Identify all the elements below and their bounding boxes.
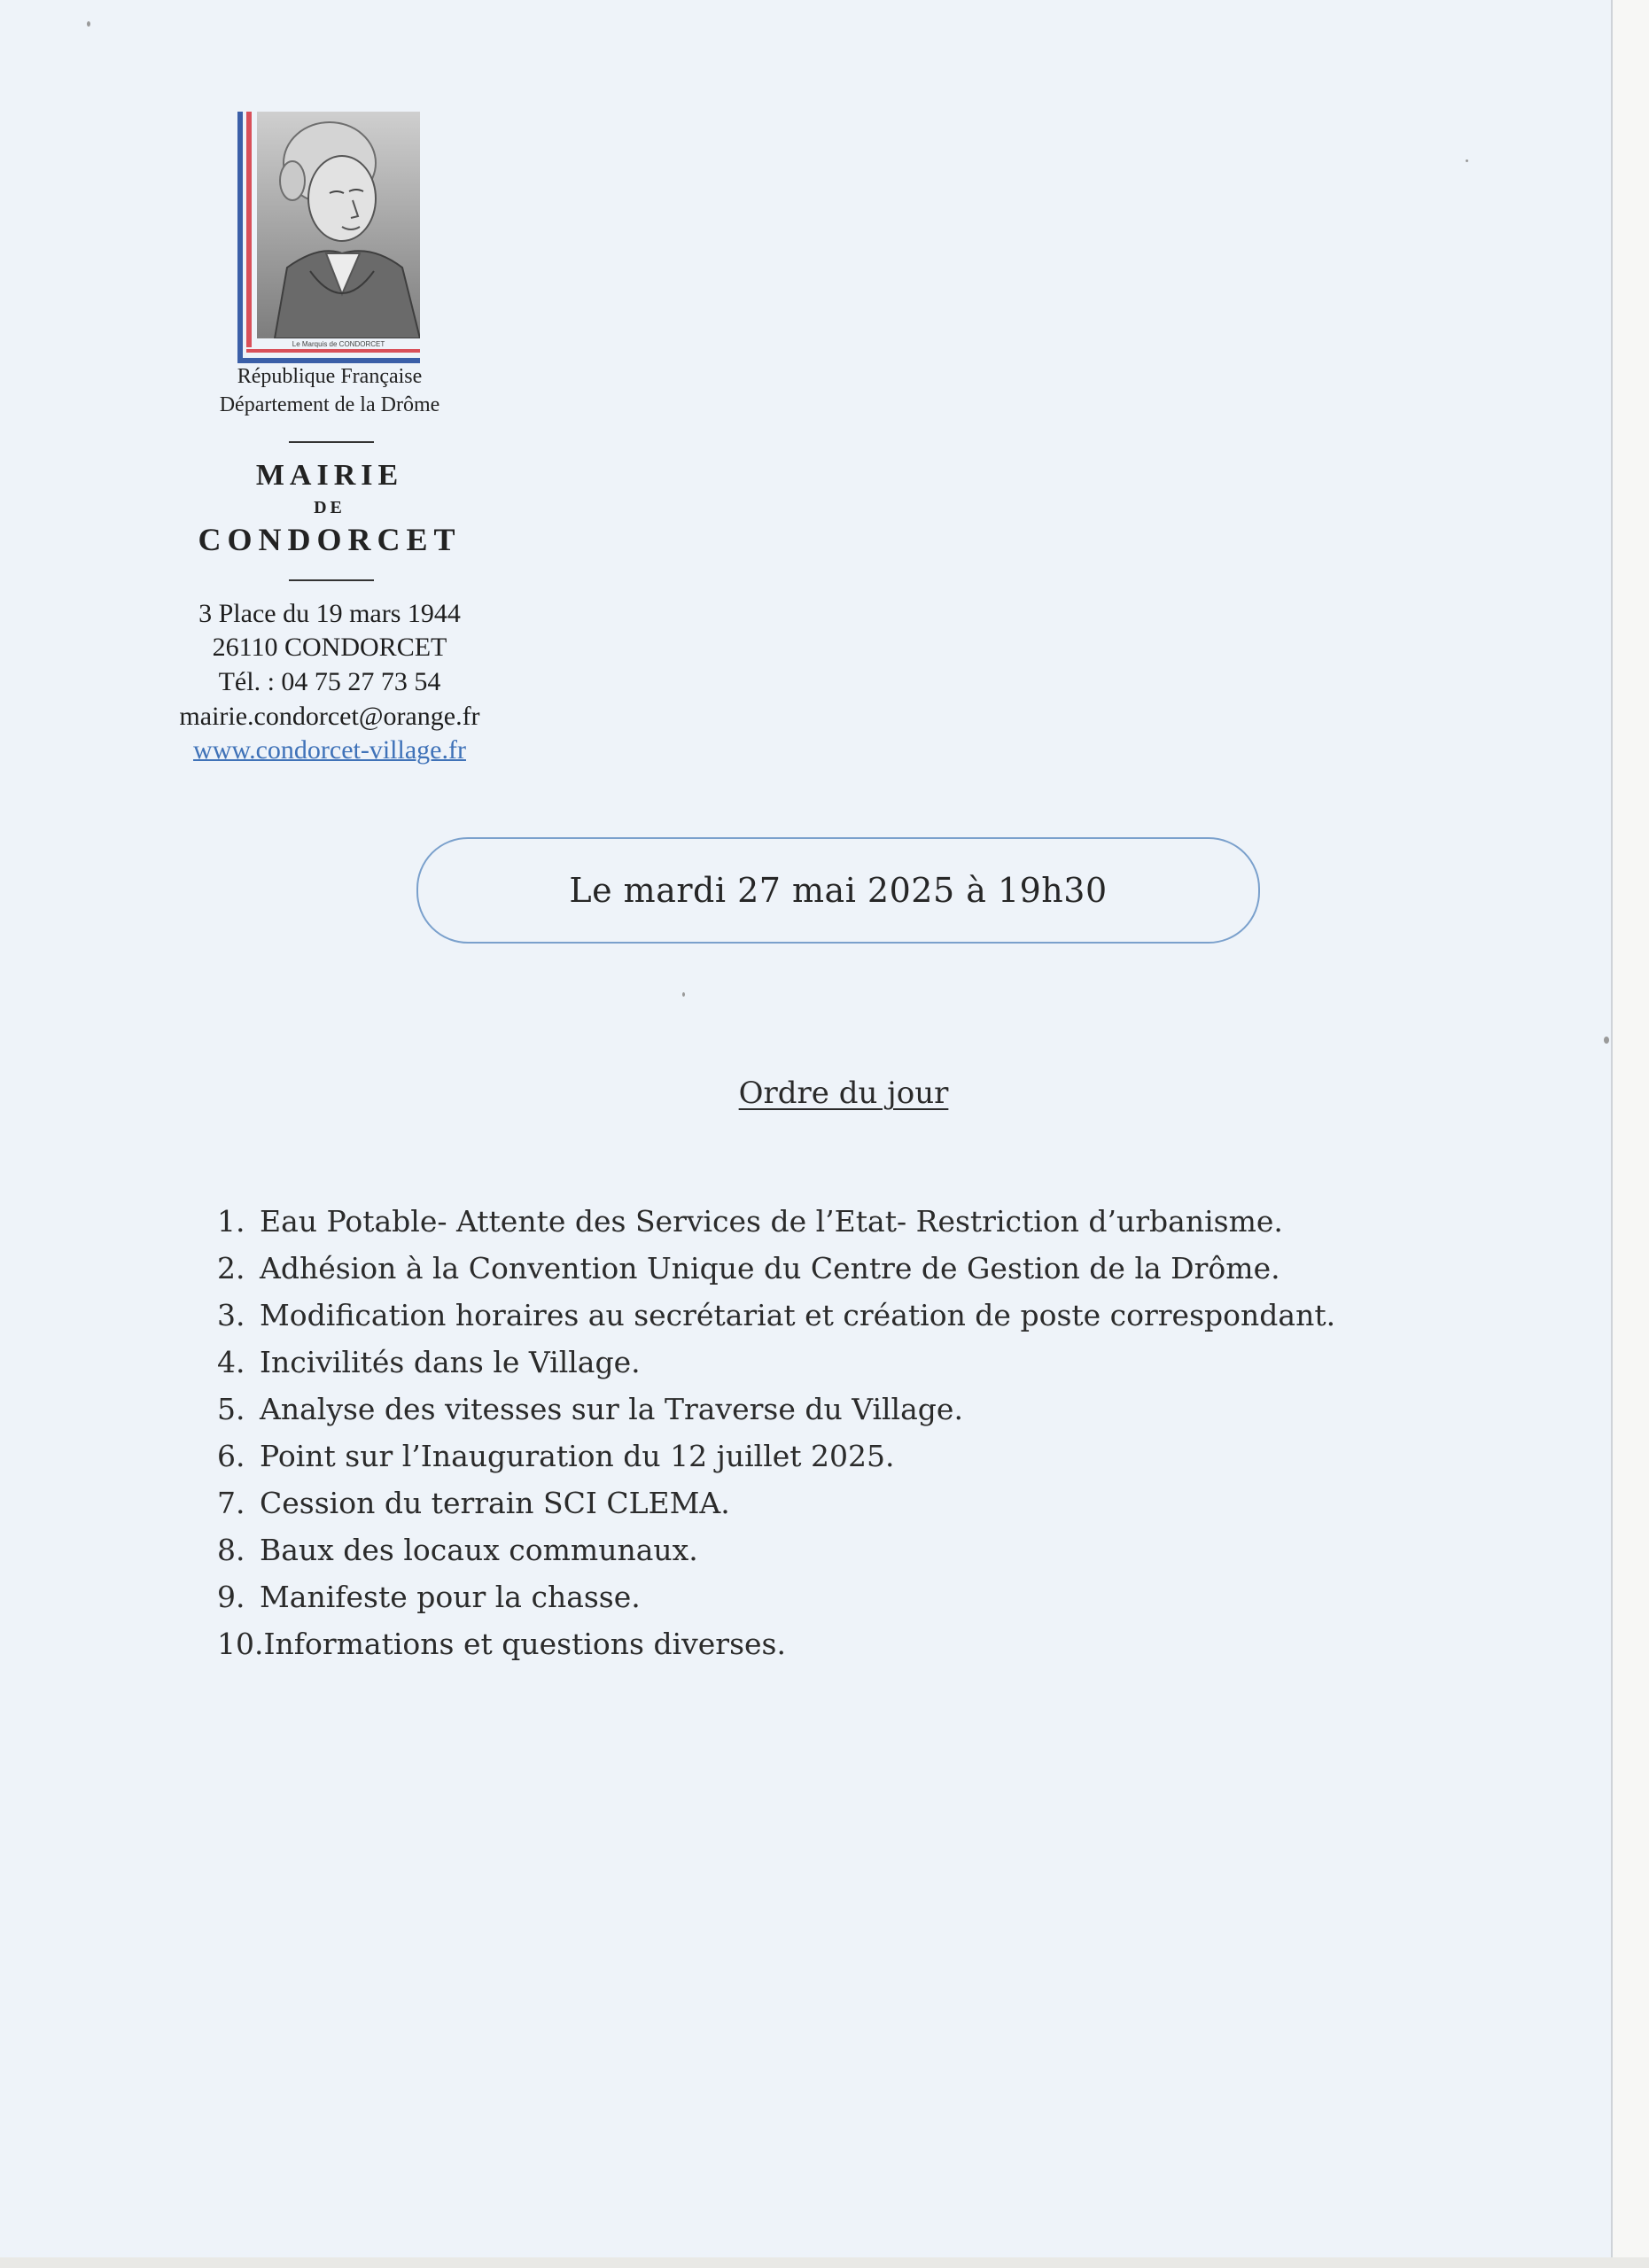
agenda-item-text: Cession du terrain SCI CLEMA. [260, 1486, 730, 1520]
agenda-item-number: 5. [217, 1392, 245, 1426]
header-divider [289, 441, 374, 443]
agenda-item-number: 8. [217, 1533, 245, 1567]
agenda-item-text: Manifeste pour la chasse. [260, 1580, 641, 1614]
portrait-illustration [257, 112, 420, 338]
agenda-list [217, 1198, 1369, 1667]
logo-blue-stripe [237, 112, 243, 358]
condorcet-portrait-logo [237, 112, 420, 363]
scan-speck [1466, 159, 1468, 162]
address-street: 3 Place du 19 mars 1944 [198, 599, 461, 628]
agenda-item [217, 1198, 1369, 1245]
agenda-item-number: 7. [217, 1486, 245, 1520]
logo-red-underline [246, 349, 420, 353]
agenda-item-number: 2. [217, 1251, 245, 1285]
agenda-item [217, 1292, 1369, 1339]
agenda-item-text: Baux des locaux communaux. [260, 1533, 698, 1567]
mairie-title: MAIRIE [255, 459, 404, 492]
agenda-item [217, 1339, 1369, 1386]
agenda-item-text: Adhésion à la Convention Unique du Centre de Gestion de la Drôme. [260, 1251, 1280, 1285]
paper-edge [1611, 0, 1649, 2268]
agenda-item-number: 6. [217, 1439, 245, 1473]
agenda-item-text: Analyse des vitesses sur la Traverse du Village. [260, 1392, 963, 1426]
agenda-item-text: Informations et questions diverses. [263, 1627, 786, 1661]
email-address: mairie.condorcet@orange.fr [179, 702, 480, 731]
website-link[interactable]: www.condorcet-village.fr [193, 735, 466, 765]
agenda-item-number: 1. [217, 1204, 245, 1239]
scan-speck [1604, 1037, 1609, 1044]
department-label: Département de la Drôme [219, 393, 440, 416]
agenda-item-text: Modification horaires au secrétariat et création de poste correspondant. [260, 1298, 1336, 1332]
agenda-item [217, 1245, 1369, 1292]
agenda-title: Ordre du jour [738, 1076, 949, 1111]
agenda-item [217, 1526, 1369, 1573]
agenda-item-number: 10. [217, 1627, 264, 1661]
portrait-image [257, 112, 420, 338]
agenda-item [217, 1480, 1369, 1526]
agenda-item-number: 3. [217, 1298, 245, 1332]
agenda-item-number: 9. [217, 1580, 245, 1614]
agenda-item [217, 1573, 1369, 1620]
scan-bottom-edge [0, 2257, 1649, 2268]
republic-label: République Française [237, 365, 423, 388]
scan-speck [682, 992, 685, 997]
town-name: CONDORCET [198, 522, 462, 557]
portrait-caption: Le Marquis de CONDORCET [292, 340, 385, 348]
scan-speck [87, 21, 90, 27]
agenda-item [217, 1433, 1369, 1480]
logo-red-stripe [246, 112, 252, 347]
phone-number: Tél. : 04 75 27 73 54 [218, 667, 441, 696]
agenda-item-text: Point sur l’Inauguration du 12 juillet 2025. [260, 1439, 895, 1473]
mairie-de: DE [314, 498, 346, 517]
meeting-date: Le mardi 27 mai 2025 à 19h30 [569, 871, 1108, 910]
agenda-item [217, 1386, 1369, 1433]
address-divider [289, 579, 374, 581]
logo-blue-underline [237, 358, 420, 363]
meeting-date-box [416, 837, 1260, 944]
address-postcode: 26110 CONDORCET [212, 633, 447, 662]
agenda-item-text: Incivilités dans le Village. [260, 1345, 641, 1379]
agenda-item-text: Eau Potable- Attente des Services de l’Etat- Restriction d’urbanisme. [260, 1204, 1283, 1239]
agenda-item [217, 1620, 1369, 1667]
agenda-item-number: 4. [217, 1345, 245, 1379]
